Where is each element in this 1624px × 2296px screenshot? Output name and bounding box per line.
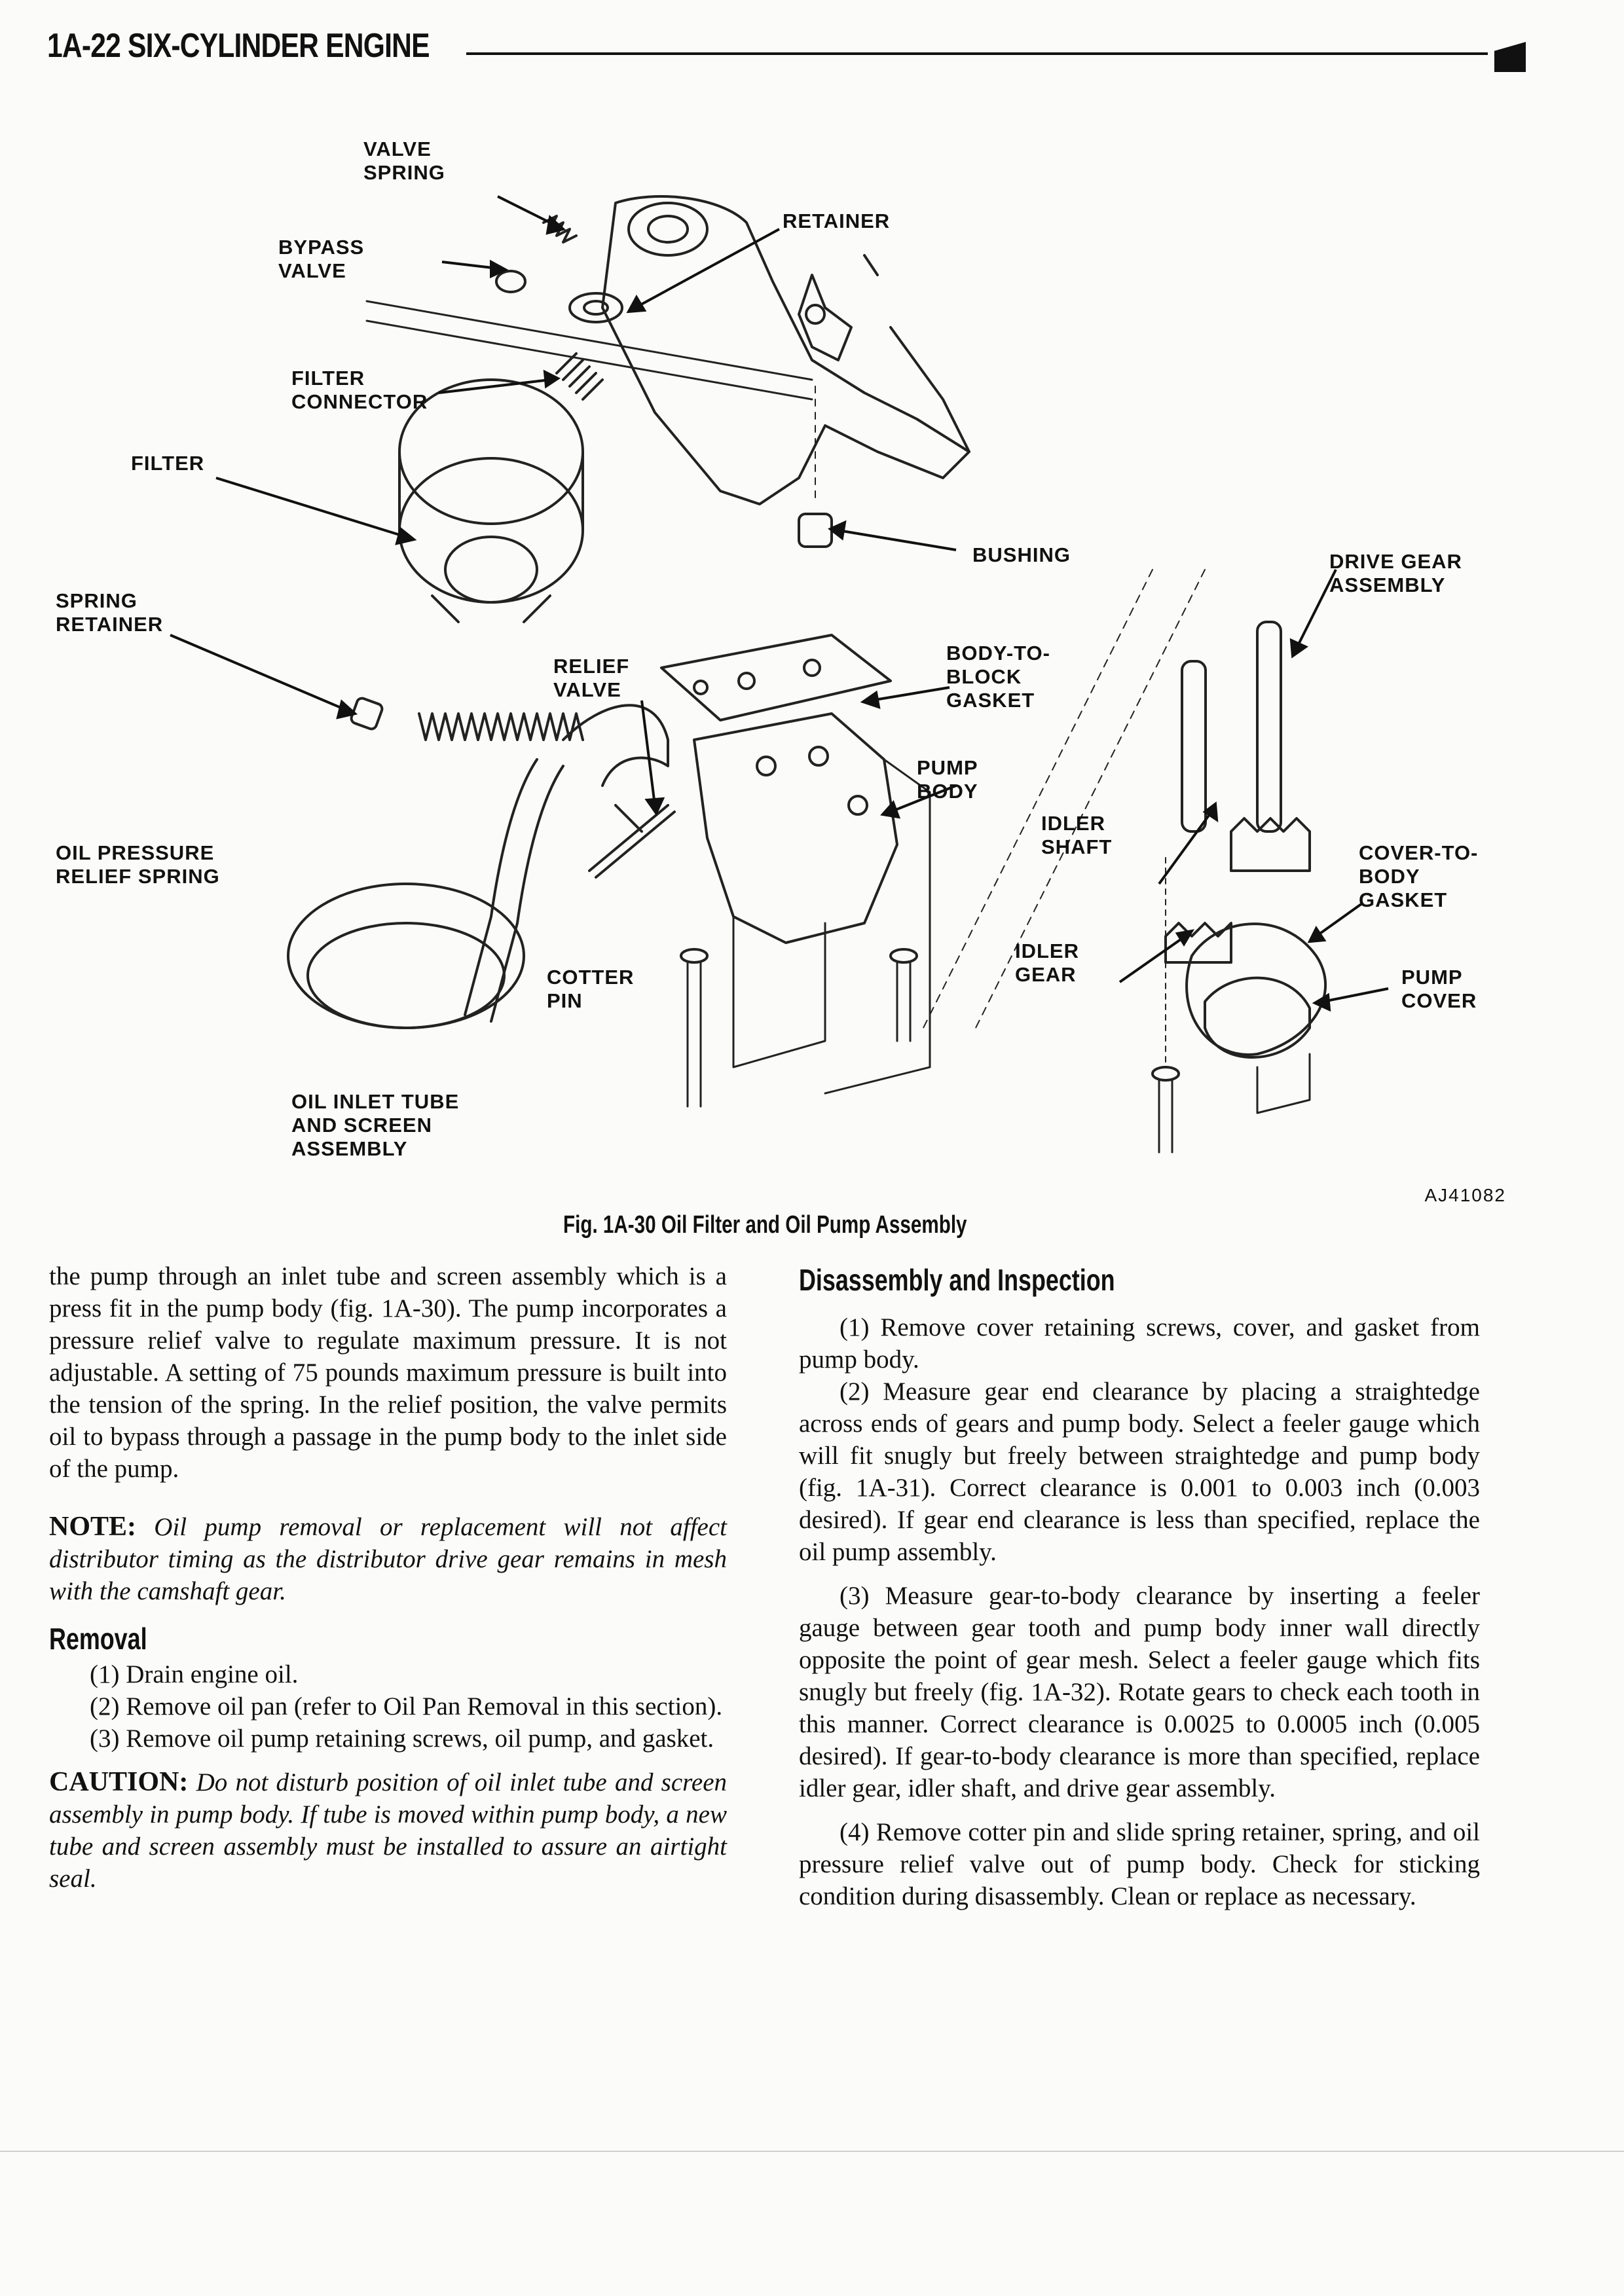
- caution-label: CAUTION:: [49, 1767, 189, 1797]
- removal-step: (2) Remove oil pan (refer to Oil Pan Removal in this section).: [90, 1692, 723, 1721]
- disassembly-step: (3) Measure gear-to-body clearance by inserting a feeler gauge between gear tooth and pump body inner wall directly opposite the point of gear mesh. Select a feeler gauge which fits snugly but freely (fig. 1A-32). Rotate gears to check each tooth in this manner. Correct clearance is 0.0025 to 0.0005 inch (0.005 desired). If gear-to-body clearance is more than specified, replace idler gear, idler shaft, and drive gear assembly.: [799, 1582, 1480, 1802]
- label-pump-cover: PUMP COVER: [1401, 966, 1477, 1012]
- filter-boss: [629, 203, 707, 255]
- label-drive-gear-assembly: DRIVE GEAR ASSEMBLY: [1329, 550, 1462, 596]
- disassembly-step: (4) Remove cotter pin and slide spring retainer, spring, and oil pressure relief valve out of pump body. Check for sticking condition during disassembly. Clean or replace as necessary.: [799, 1818, 1480, 1910]
- oil-pump-exploded-diagram: [39, 111, 1506, 1211]
- label-oil-pressure-relief-spring: OIL PRESSURE RELIEF SPRING: [56, 841, 220, 888]
- label-filter: FILTER: [131, 452, 205, 475]
- page-header: [47, 26, 1494, 79]
- page-title: 1A-22 SIX-CYLINDER ENGINE: [47, 27, 430, 65]
- header-rule: [466, 52, 1488, 55]
- caution-paragraph: [49, 1766, 727, 1895]
- note-text: Oil pump removal or replacement will not affect distributor timing as the distributor drive gear remains in mesh with the camshaft gear.: [49, 1513, 727, 1605]
- diagram-drawing: [39, 111, 1506, 1211]
- label-idler-gear: IDLER GEAR: [1015, 939, 1079, 986]
- label-bushing: BUSHING: [972, 543, 1071, 566]
- figure-code: AJ41082: [1424, 1185, 1506, 1205]
- right-column: [799, 1260, 1480, 1912]
- left-column: [49, 1260, 727, 1895]
- label-relief-valve: RELIEF VALVE: [553, 655, 630, 701]
- section-tab-marker: [1494, 42, 1526, 72]
- label-idler-shaft: IDLER SHAFT: [1041, 812, 1113, 858]
- caution-text: Do not disturb position of oil inlet tube and screen assembly in pump body. If tube is moved within pump body, a new tube and screen assembly must be installed to assure an airtight seal.: [49, 1768, 728, 1893]
- label-cotter-pin: COTTER PIN: [547, 966, 635, 1012]
- bottom-rule: [0, 2151, 1624, 2152]
- disassembly-step: (2) Measure gear end clearance by placing a straightedge across ends of gears and pump body. Select a feeler gauge which will fit snugly but freely between straightedge and pump body (fig. 1A-31). Correct clearance is 0.001 to 0.003 inch (0.003 desired). If gear end clearance is less than specified, replace the oil pump assembly.: [799, 1377, 1480, 1566]
- disassembly-heading: Disassembly and Inspection: [799, 1263, 1115, 1297]
- engine-block-shape: [602, 196, 969, 504]
- figure-caption: Fig. 1A-30 Oil Filter and Oil Pump Assembly: [563, 1211, 967, 1239]
- removal-heading: Removal: [49, 1622, 147, 1656]
- label-spring-retainer: SPRING RETAINER: [56, 589, 164, 636]
- note-label: NOTE:: [49, 1512, 137, 1542]
- label-filter-connector: FILTER CONNECTOR: [291, 367, 428, 413]
- disassembly-step: (1) Remove cover retaining screws, cover, and gasket from pump body.: [799, 1313, 1480, 1374]
- label-retainer: RETAINER: [783, 210, 891, 232]
- intro-paragraph: the pump through an inlet tube and screen assembly which is a press fit in the pump body (fig. 1A-30). The pump incorporates a pressure relief valve to regulate maximum pressure. It is not adjustable. A setting of 75 pounds maximum pressure is built into the tension of the spring. In the relief position, the valve permits oil to bypass through a passage in the pump body to the inlet side of the pump.: [49, 1262, 727, 1483]
- removal-step: (1) Drain engine oil.: [90, 1660, 299, 1688]
- removal-step: (3) Remove oil pump retaining screws, oil pump, and gasket.: [90, 1724, 714, 1753]
- label-cover-to-body-gasket: COVER-TO- BODY GASKET: [1359, 841, 1479, 911]
- note-paragraph: [49, 1511, 727, 1607]
- label-pump-body: PUMP BODY: [917, 756, 978, 803]
- label-valve-spring: VALVE SPRING: [363, 137, 445, 184]
- label-oil-inlet-tube: OIL INLET TUBE AND SCREEN ASSEMBLY: [291, 1090, 460, 1160]
- label-bypass-valve: BYPASS VALVE: [278, 236, 365, 282]
- label-body-to-block-gasket: BODY-TO- BLOCK GASKET: [946, 642, 1050, 712]
